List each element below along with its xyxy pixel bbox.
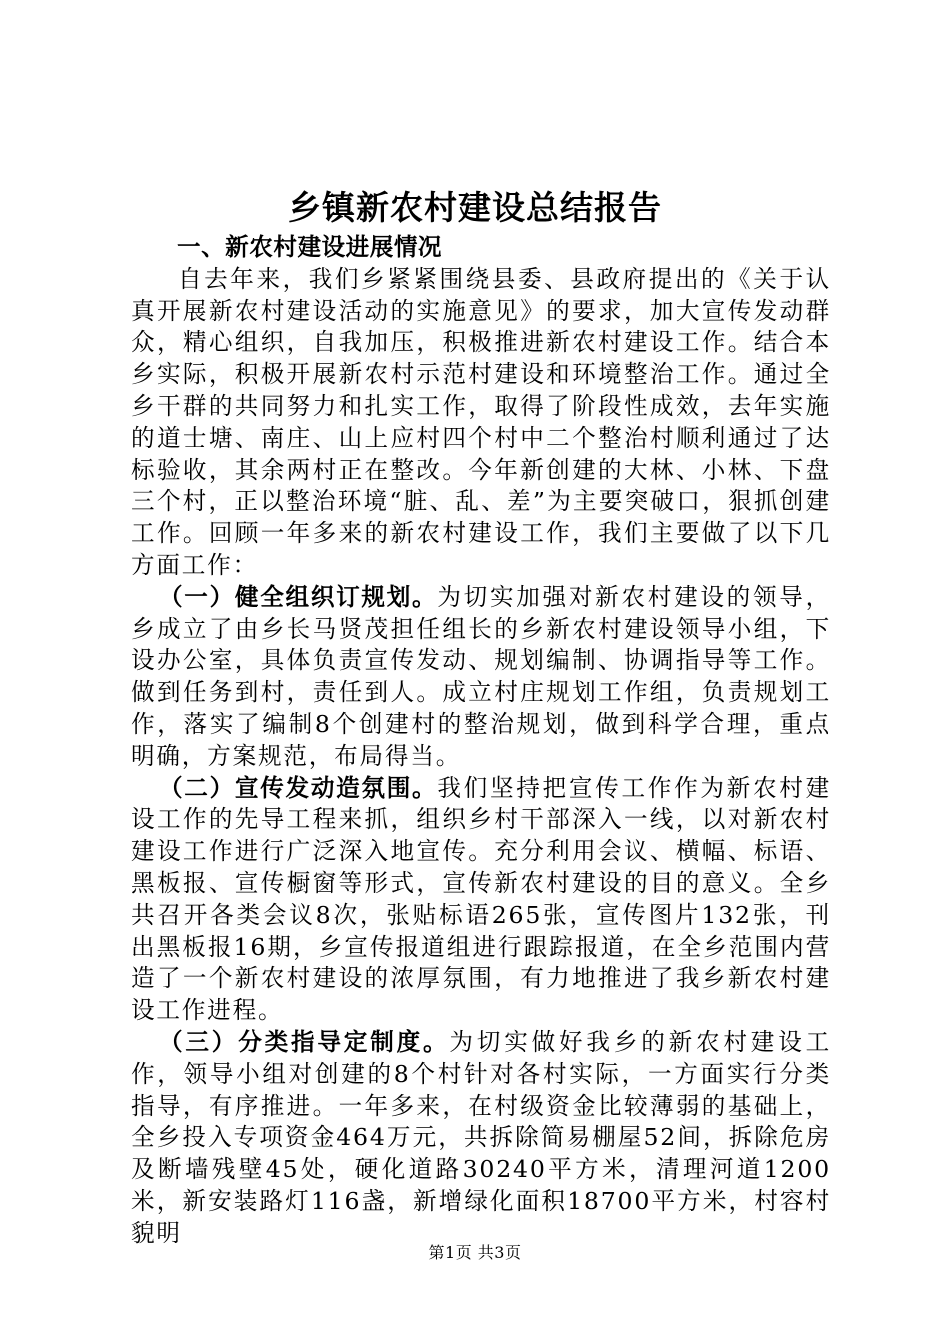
paragraph-text: 为切实做好我乡的新农村建设工作，领导小组对创建的8个村针对各村实际，一方面实行分类指导，有序推进。一年多来，在村级资金比较薄弱的基础上，全乡投入专项资金464万元，共拆除简易棚屋52间，拆除危房及断墙残壁45处，硬化道路30240平方米，清理河道1200米，新安装路灯116盏，新增绿化面积18700平方米，村容村貌明: [131, 1027, 831, 1247]
document-title: 乡镇新农村建设总结报告: [288, 188, 662, 227]
paragraph-lead: （二）宣传发动造氛围。: [159, 773, 438, 802]
document-body: [131, 232, 831, 1250]
paragraph-text: 为切实加强对新农村建设的领导，乡成立了由乡长马贤茂担任组长的乡新农村建设领导小组，下设办公室，具体负责宣传发动、规划编制、协调指导等工作。做到任务到村，责任到人。成立村庄规划工作组，负责规划工作，落实了编制8个创建村的整治规划，做到科学合理，重点明确，方案规范，布局得当。: [131, 582, 831, 770]
section-paragraph-1: [131, 582, 831, 773]
paragraph-lead: （一）健全组织订规划。: [159, 582, 438, 611]
paragraph-text: 我们坚持把宣传工作作为新农村建设工作的先导工程来抓，组织乡村干部深入一线，以对新农村建设工作进行广泛深入地宣传。充分利用会议、横幅、标语、黑板报、宣传橱窗等形式，宣传新农村建设的目的意义。全乡共召开各类会议8次，张贴标语265张，宣传图片132张，刊出黑板报16期，乡宣传报道组进行跟踪报道，在全乡范围内营造了一个新农村建设的浓厚氛围，有力地推进了我乡新农村建设工作进程。: [131, 773, 831, 1025]
intro-paragraph: 自去年来，我们乡紧紧围绕县委、县政府提出的《关于认真开展新农村建设活动的实施意见》的要求，加大宣传发动群众，精心组织，自我加压，积极推进新农村建设工作。结合本乡实际，积极开展新农村示范村建设和环境整治工作。通过全乡干群的共同努力和扎实工作，取得了阶段性成效，去年实施的道士塘、南庄、山上应村四个村中二个整治村顺利通过了达标验收，其余两村正在整改。今年新创建的大林、小林、下盘三个村，正以整治环境“脏、乱、差”为主要突破口，狠抓创建工作。回顾一年多来的新农村建设工作，我们主要做了以下几方面工作：: [131, 264, 831, 579]
page-number-footer: 第1页 共3页: [428, 1243, 522, 1262]
section-paragraph-2: [131, 773, 831, 1027]
paragraph-lead: （三）分类指导定制度。: [159, 1027, 450, 1056]
section-heading: 一、新农村建设进展情况: [177, 233, 443, 261]
section-paragraph-3: [131, 1027, 831, 1250]
